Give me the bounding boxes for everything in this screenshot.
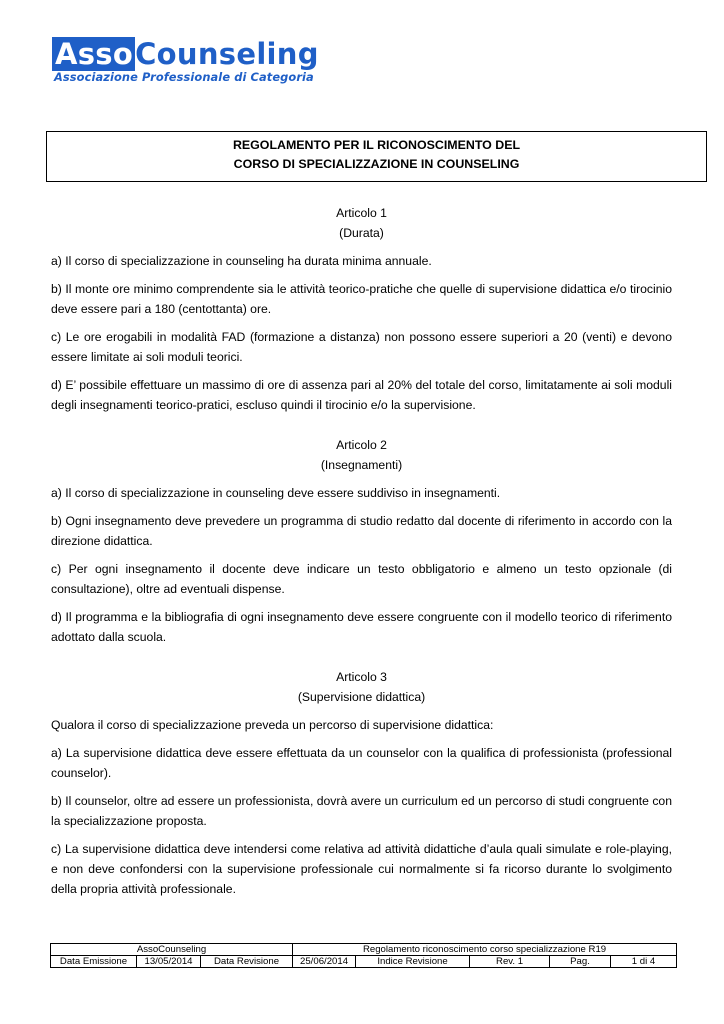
article-2-number: Articolo 2	[336, 438, 387, 452]
footer-organization: AssoCounseling	[51, 944, 293, 956]
logo-subtitle: Associazione Professionale di Categoria	[54, 70, 314, 84]
footer-page-label: Pag.	[550, 956, 611, 968]
footer-page-number: 1 di 4	[611, 956, 677, 968]
article-1-paragraph-c: c) Le ore erogabili in modalità FAD (formazione a distanza) non possono essere superiori a 20 (venti) e devono essere limitate ai soli moduli teorici.	[51, 330, 672, 364]
article-3-paragraph-b: b) Il counselor, oltre ad essere un professionista, dovrà avere un curriculum ed un percorso di studi congruente con la specializzazione proposta.	[51, 794, 672, 828]
footer-revision-date: 25/06/2014	[293, 956, 356, 968]
article-2-paragraph-a: a) Il corso di specializzazione in counseling deve essere suddiviso in insegnamenti.	[51, 486, 501, 500]
footer-emission-label: Data Emissione	[51, 956, 137, 968]
footer-index-label: Indice Revisione	[356, 956, 470, 968]
footer-revision-number: Rev. 1	[470, 956, 550, 968]
document-footer-table	[50, 943, 677, 968]
article-2-paragraph-c: c) Per ogni insegnamento il docente deve indicare un testo obbligatorio e almeno un testo opzionale (di consultazione), oltre ad eventuali dispense.	[51, 562, 672, 596]
article-1-number: Articolo 1	[336, 206, 387, 220]
article-2-heading: (Insegnamenti)	[320, 458, 403, 472]
article-3-number: Articolo 3	[336, 670, 387, 684]
footer-emission-date: 13/05/2014	[137, 956, 201, 968]
article-1-heading: (Durata)	[339, 226, 384, 240]
logo-asso: Asso	[52, 37, 135, 71]
document-title-box	[46, 131, 707, 182]
article-1-paragraph-b: b) Il monte ore minimo comprendente sia le attività teorico-pratiche che quelle di supervisione didattica e/o tirocinio deve essere pari a 180 (centottanta) ore.	[51, 282, 672, 316]
footer-document-name: Regolamento riconoscimento corso specializzazione R19	[293, 944, 677, 956]
footer-revision-label: Data Revisione	[201, 956, 293, 968]
article-3-intro: Qualora il corso di specializzazione preveda un percorso di supervisione didattica:	[51, 718, 494, 732]
logo-counseling: Counseling	[135, 37, 319, 71]
article-1-paragraph-a: a) Il corso di specializzazione in counseling ha durata minima annuale.	[51, 254, 432, 268]
assocounseling-logo	[52, 38, 319, 84]
document-title-line-2: CORSO DI SPECIALIZZAZIONE IN COUNSELING	[233, 157, 520, 171]
article-3-paragraph-c: c) La supervisione didattica deve intendersi come relativa ad attività didattiche d’aula quali simulate e role-playing, e non deve confondersi con la supervisione professionale cui normalmente si fa ricorso durante lo svolgimento della propria attività professionale.	[51, 842, 672, 896]
article-2-paragraph-d: d) Il programma e la bibliografia di ogni insegnamento deve essere congruente con il modello teorico di riferimento adottato dalla scuola.	[51, 610, 672, 644]
article-3-paragraph-a: a) La supervisione didattica deve essere effettuata da un counselor con la qualifica di professionista (professional counselor).	[51, 746, 672, 780]
document-body	[51, 203, 672, 907]
article-3-heading: (Supervisione didattica)	[297, 690, 426, 704]
document-title-line-1: REGOLAMENTO PER IL RICONOSCIMENTO DEL	[232, 138, 521, 152]
logo-wordmark	[52, 38, 319, 70]
article-2-paragraph-b: b) Ogni insegnamento deve prevedere un programma di studio redatto dal docente di riferimento in accordo con la direzione didattica.	[51, 514, 672, 548]
article-1-paragraph-d: d) E’ possibile effettuare un massimo di ore di assenza pari al 20% del totale del corso, limitatamente ai soli moduli degli insegnamenti teorico-pratici, escluso quindi il tirocinio e/o la supervisione.	[51, 378, 672, 412]
